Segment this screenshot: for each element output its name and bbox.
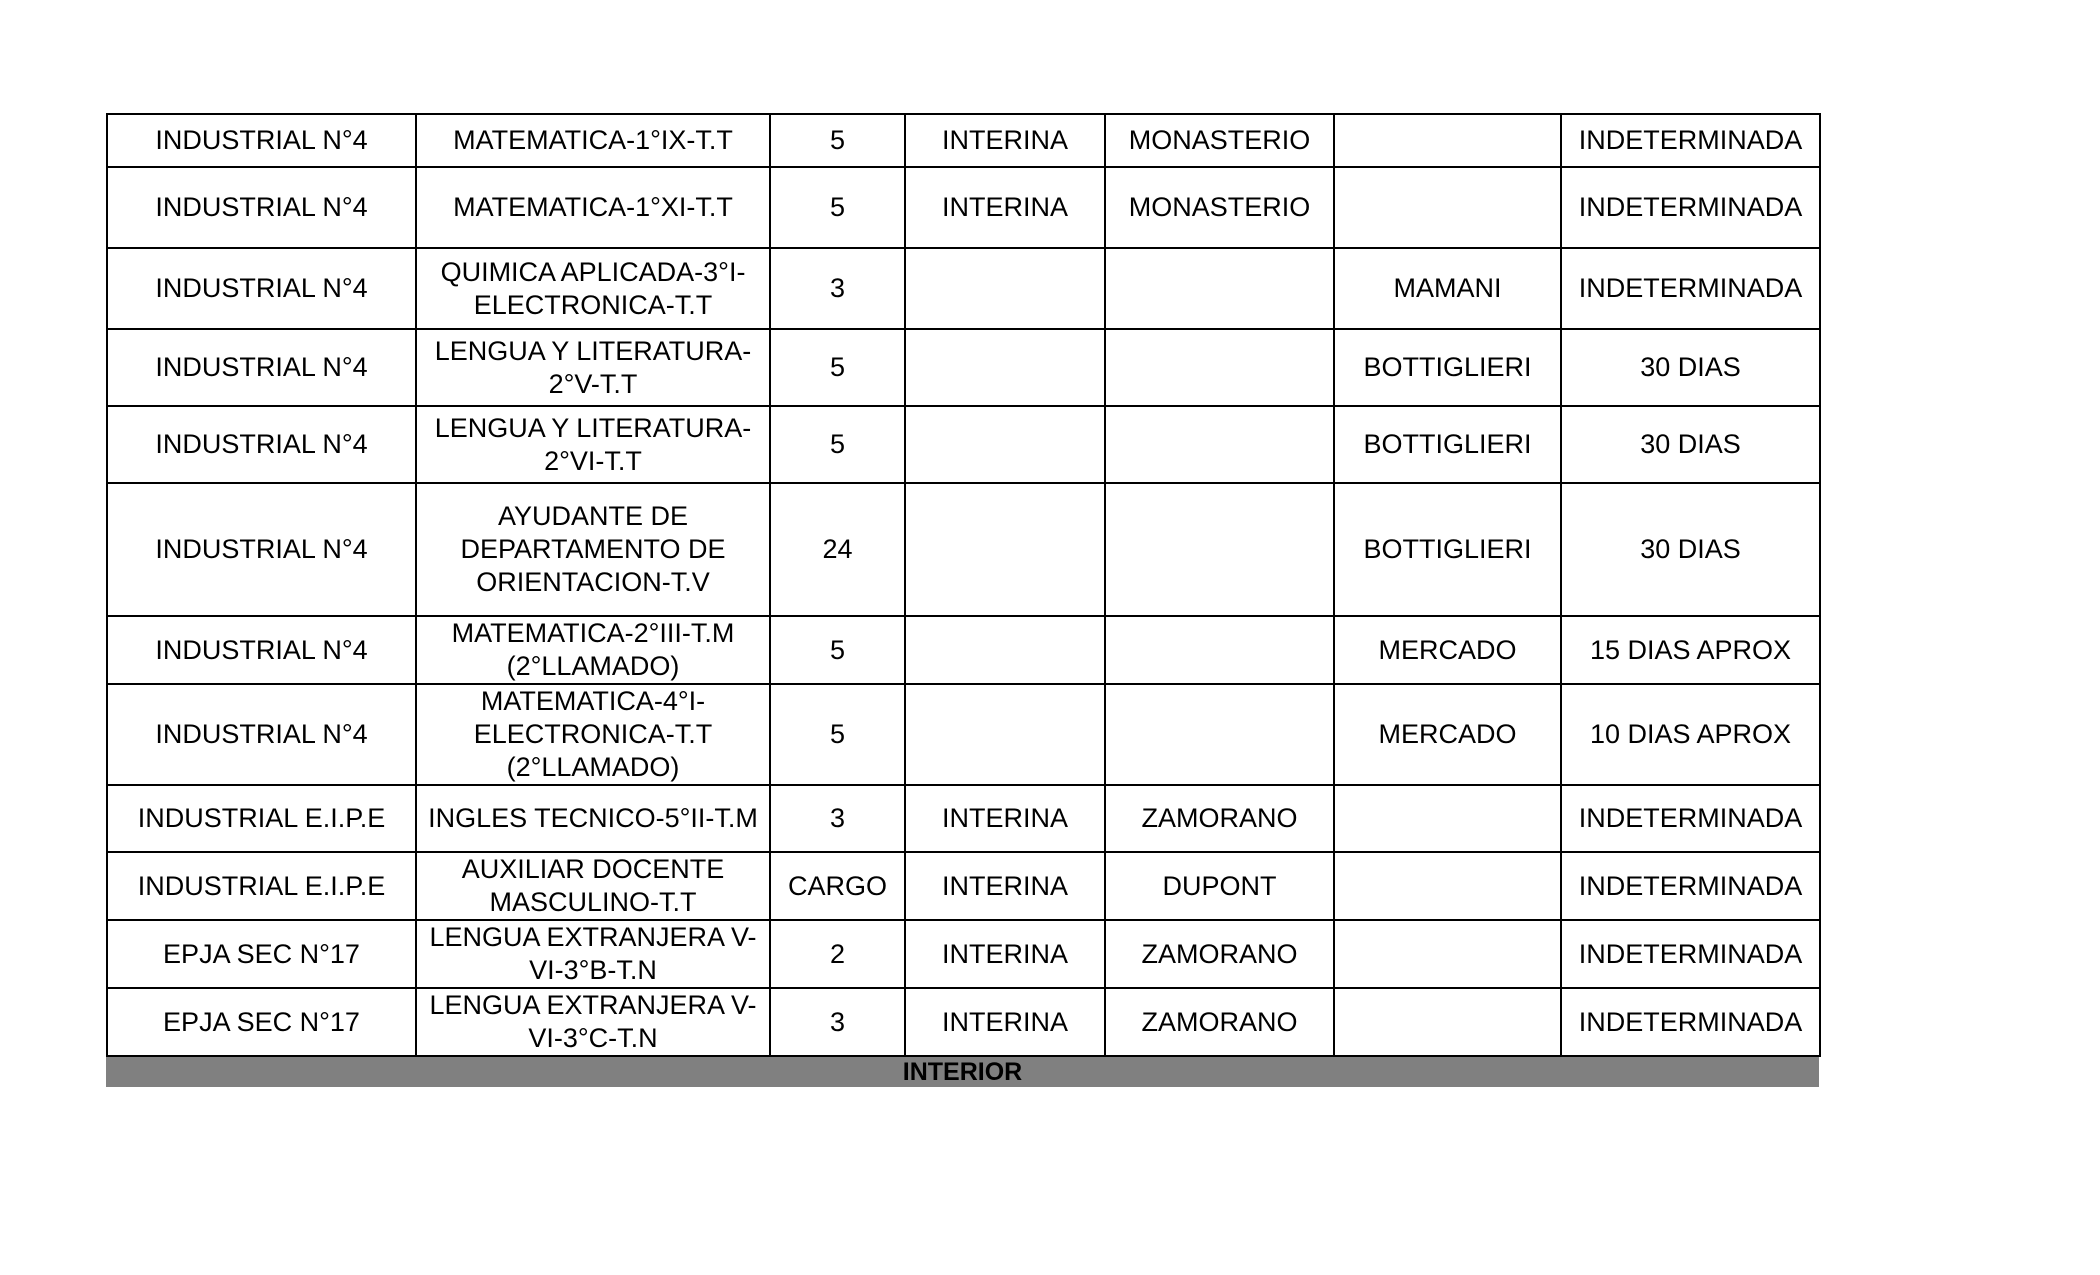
school-cell: EPJA SEC N°17	[107, 988, 416, 1056]
duration-cell: INDETERMINADA	[1561, 852, 1820, 920]
table-row	[107, 852, 1820, 920]
hours-cell: 3	[770, 248, 905, 329]
status-cell: INTERINA	[905, 785, 1105, 852]
substitute-cell: MERCADO	[1334, 616, 1561, 684]
status-cell: INTERINA	[905, 852, 1105, 920]
table-row	[107, 616, 1820, 684]
holder-cell: ZAMORANO	[1105, 785, 1334, 852]
table-row	[107, 684, 1820, 785]
school-cell: INDUSTRIAL E.I.P.E	[107, 852, 416, 920]
substitute-cell	[1334, 852, 1561, 920]
status-cell	[905, 248, 1105, 329]
subject-cell: AYUDANTE DE DEPARTAMENTO DE ORIENTACION-T.V	[416, 483, 770, 616]
table-row	[107, 785, 1820, 852]
subject-cell: LENGUA Y LITERATURA-2°VI-T.T	[416, 406, 770, 483]
table-row	[107, 406, 1820, 483]
duration-cell: INDETERMINADA	[1561, 988, 1820, 1056]
status-cell	[905, 684, 1105, 785]
table-row	[107, 114, 1820, 167]
substitute-cell	[1334, 920, 1561, 988]
table-row	[107, 920, 1820, 988]
school-cell: INDUSTRIAL N°4	[107, 248, 416, 329]
school-cell: INDUSTRIAL N°4	[107, 167, 416, 248]
status-cell: INTERINA	[905, 167, 1105, 248]
subject-cell: QUIMICA APLICADA-3°I-ELECTRONICA-T.T	[416, 248, 770, 329]
holder-cell: ZAMORANO	[1105, 920, 1334, 988]
holder-cell	[1105, 616, 1334, 684]
duration-cell: 30 DIAS	[1561, 406, 1820, 483]
table-row	[107, 167, 1820, 248]
hours-cell: 24	[770, 483, 905, 616]
substitute-cell: BOTTIGLIERI	[1334, 329, 1561, 406]
section-footer-label: INTERIOR	[902, 1058, 1023, 1086]
table-row	[107, 329, 1820, 406]
subject-cell: LENGUA EXTRANJERA V-VI-3°B-T.N	[416, 920, 770, 988]
hours-cell: 5	[770, 616, 905, 684]
school-cell: INDUSTRIAL N°4	[107, 329, 416, 406]
school-cell: INDUSTRIAL N°4	[107, 616, 416, 684]
hours-cell: CARGO	[770, 852, 905, 920]
status-cell	[905, 483, 1105, 616]
table-row	[107, 248, 1820, 329]
holder-cell	[1105, 329, 1334, 406]
school-cell: INDUSTRIAL N°4	[107, 483, 416, 616]
duration-cell: 30 DIAS	[1561, 483, 1820, 616]
subject-cell: MATEMATICA-1°XI-T.T	[416, 167, 770, 248]
table-row	[107, 988, 1820, 1056]
duration-cell: INDETERMINADA	[1561, 114, 1820, 167]
hours-cell: 5	[770, 684, 905, 785]
school-cell: EPJA SEC N°17	[107, 920, 416, 988]
holder-cell: DUPONT	[1105, 852, 1334, 920]
substitute-cell: MAMANI	[1334, 248, 1561, 329]
hours-cell: 5	[770, 406, 905, 483]
duration-cell: 15 DIAS APROX	[1561, 616, 1820, 684]
subject-cell: MATEMATICA-1°IX-T.T	[416, 114, 770, 167]
holder-cell: MONASTERIO	[1105, 167, 1334, 248]
substitute-cell	[1334, 988, 1561, 1056]
table-row	[107, 483, 1820, 616]
substitute-cell: MERCADO	[1334, 684, 1561, 785]
subject-cell: INGLES TECNICO-5°II-T.M	[416, 785, 770, 852]
duration-cell: 30 DIAS	[1561, 329, 1820, 406]
subject-cell: AUXILIAR DOCENTE MASCULINO-T.T	[416, 852, 770, 920]
holder-cell	[1105, 684, 1334, 785]
substitute-cell: BOTTIGLIERI	[1334, 483, 1561, 616]
table-body	[107, 114, 1820, 1056]
duration-cell: 10 DIAS APROX	[1561, 684, 1820, 785]
hours-cell: 5	[770, 167, 905, 248]
holder-cell	[1105, 248, 1334, 329]
substitute-cell	[1334, 114, 1561, 167]
holder-cell: MONASTERIO	[1105, 114, 1334, 167]
substitute-cell	[1334, 167, 1561, 248]
duration-cell: INDETERMINADA	[1561, 785, 1820, 852]
status-cell	[905, 406, 1105, 483]
subject-cell: MATEMATICA-2°III-T.M (2°LLAMADO)	[416, 616, 770, 684]
hours-cell: 3	[770, 988, 905, 1056]
status-cell	[905, 329, 1105, 406]
duration-cell: INDETERMINADA	[1561, 167, 1820, 248]
substitute-cell	[1334, 785, 1561, 852]
subject-cell: LENGUA Y LITERATURA-2°V-T.T	[416, 329, 770, 406]
substitute-cell: BOTTIGLIERI	[1334, 406, 1561, 483]
holder-cell: ZAMORANO	[1105, 988, 1334, 1056]
school-cell: INDUSTRIAL N°4	[107, 406, 416, 483]
duration-cell: INDETERMINADA	[1561, 920, 1820, 988]
school-cell: INDUSTRIAL N°4	[107, 114, 416, 167]
hours-cell: 5	[770, 329, 905, 406]
status-cell: INTERINA	[905, 114, 1105, 167]
subject-cell: MATEMATICA-4°I-ELECTRONICA-T.T (2°LLAMADO)	[416, 684, 770, 785]
school-cell: INDUSTRIAL N°4	[107, 684, 416, 785]
status-cell	[905, 616, 1105, 684]
hours-cell: 3	[770, 785, 905, 852]
status-cell: INTERINA	[905, 920, 1105, 988]
hours-cell: 5	[770, 114, 905, 167]
section-footer-bar	[106, 1057, 1819, 1087]
holder-cell	[1105, 406, 1334, 483]
subject-cell: LENGUA EXTRANJERA V-VI-3°C-T.N	[416, 988, 770, 1056]
hours-cell: 2	[770, 920, 905, 988]
school-cell: INDUSTRIAL E.I.P.E	[107, 785, 416, 852]
duration-cell: INDETERMINADA	[1561, 248, 1820, 329]
document-sheet	[106, 113, 1819, 1087]
status-cell: INTERINA	[905, 988, 1105, 1056]
vacancies-table	[106, 113, 1821, 1057]
holder-cell	[1105, 483, 1334, 616]
